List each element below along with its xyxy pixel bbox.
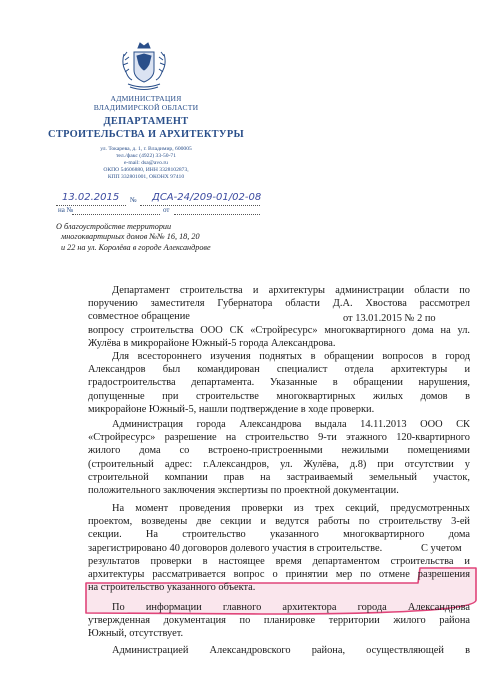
reference-number-line [72, 214, 160, 215]
letter-page: АДМИНИСТРАЦИЯ ВЛАДИМИРСКОЙ ОБЛАСТИ ДЕПАРТАМЕНТ СТРОИТЕЛЬСТВА И АРХИТЕКТУРЫ ул. Токарева, д. 1, г. Владимир, 600005 тел./факс (4922) 33-50-71 e-mail: dsa@avo.ru ОКПО 54606880, ИНН 3328102873, КПП 332801001, ОКОНХ 97410 13.02.2015 № ДСА-24/209-01/02-08 на № от О благоустройстве территории многоквартирных домов №№ 16, 18, 20 и 22 на ул. Королёва в городе Александрове Департамент строительства и архитектуры администрации области по поручению заместителя Губернатора области Д.А. Хвостова рассмотрел совместное обращение от 13.01.2015 № 2 по вопросу строительства ООО СК «Стройресурс» многоквартирного дома на ул. Жулёва в микрорайоне Южный-5 города Александрова. Для всестороннего изучения поднятых в обращении вопросов в город Александров был командирован специалист отдела архитектуры и градостроительства департамента. Указанные в обращении нарушения, допущенные при строительстве многоквартирных жилых домов в микрорайоне Южный-5, нашли подтверждение в ходе проверки. Администрация города Александрова выдала 14.11.2013 ООО СК «Стройресурс» разрешение на строительство 9-ти этажного 120-квартирного жилого дома со встроено-пристроенными нежилыми помещениями (строительный адрес: г.Александров, ул. Жулёва, д.8) при отсутствии у строительной компании прав на застраиваемый земельный участок, положительного заключения экспертизы по проектной документации. На момент проведения проверки из трех секций, предусмотренных проектом, возведены две секции и ведутся работы по строительству 3-ей секции. На строительство указанного многоквартирного дома зарегистрировано 40 договоров долевого участия в строительстве. С учетом результатов проверки в настоящее время департаментом строительства и архитектуры рассматривается вопрос о принятии мер по отмене разрешения на строительство указанного объекта. По информации главного архитектора города Александрова утвержденная документация по планировке территории жилого района Южный, отсутствует. Администрацией Александровского района, осуществляющей в [0, 0, 495, 700]
phone-line: тел./факс (4922) 33-50-71 [115, 152, 177, 159]
number-label: № [130, 196, 137, 204]
letter-subject: О благоустройстве территории многоквартирных домов №№ 16, 18, 20 и 22 на ул. Королёва в городе Александрове [56, 222, 211, 252]
reference-date-label: от [163, 206, 170, 214]
highlighted-text: архитектуры рассматривается вопрос о принятии мер по отмене разрешения [88, 569, 470, 580]
highlighted-text: на строительство указанного объекта. [88, 582, 256, 593]
email-line: e-mail: dsa@avo.ru [124, 159, 168, 166]
outgoing-date: 13.02.2015 [62, 192, 120, 203]
department-contacts [60, 146, 232, 181]
reference-date-line [174, 214, 260, 215]
highlighted-text-start: С учетом [421, 543, 462, 554]
reference-number-label: на № [58, 206, 74, 214]
codes-line-1: ОКПО 54606880, ИНН 3328102873, [103, 166, 189, 173]
coat-of-arms-icon [118, 40, 170, 94]
outgoing-number: ДСА-24/209-01/02-08 [152, 192, 262, 203]
department-heading: ДЕПАРТАМЕНТ СТРОИТЕЛЬСТВА И АРХИТЕКТУРЫ [48, 116, 244, 140]
administration-heading: АДМИНИСТРАЦИЯ ВЛАДИМИРСКОЙ ОБЛАСТИ [93, 94, 199, 112]
codes-line-2: КПП 332801001, ОКОНХ 97410 [107, 173, 185, 180]
number-underline [140, 205, 260, 206]
address-line: ул. Токарева, д. 1, г. Владимир, 600005 [100, 146, 192, 152]
highlighted-text: результатов проверки в настоящее время департаментом строительства и [88, 556, 470, 567]
